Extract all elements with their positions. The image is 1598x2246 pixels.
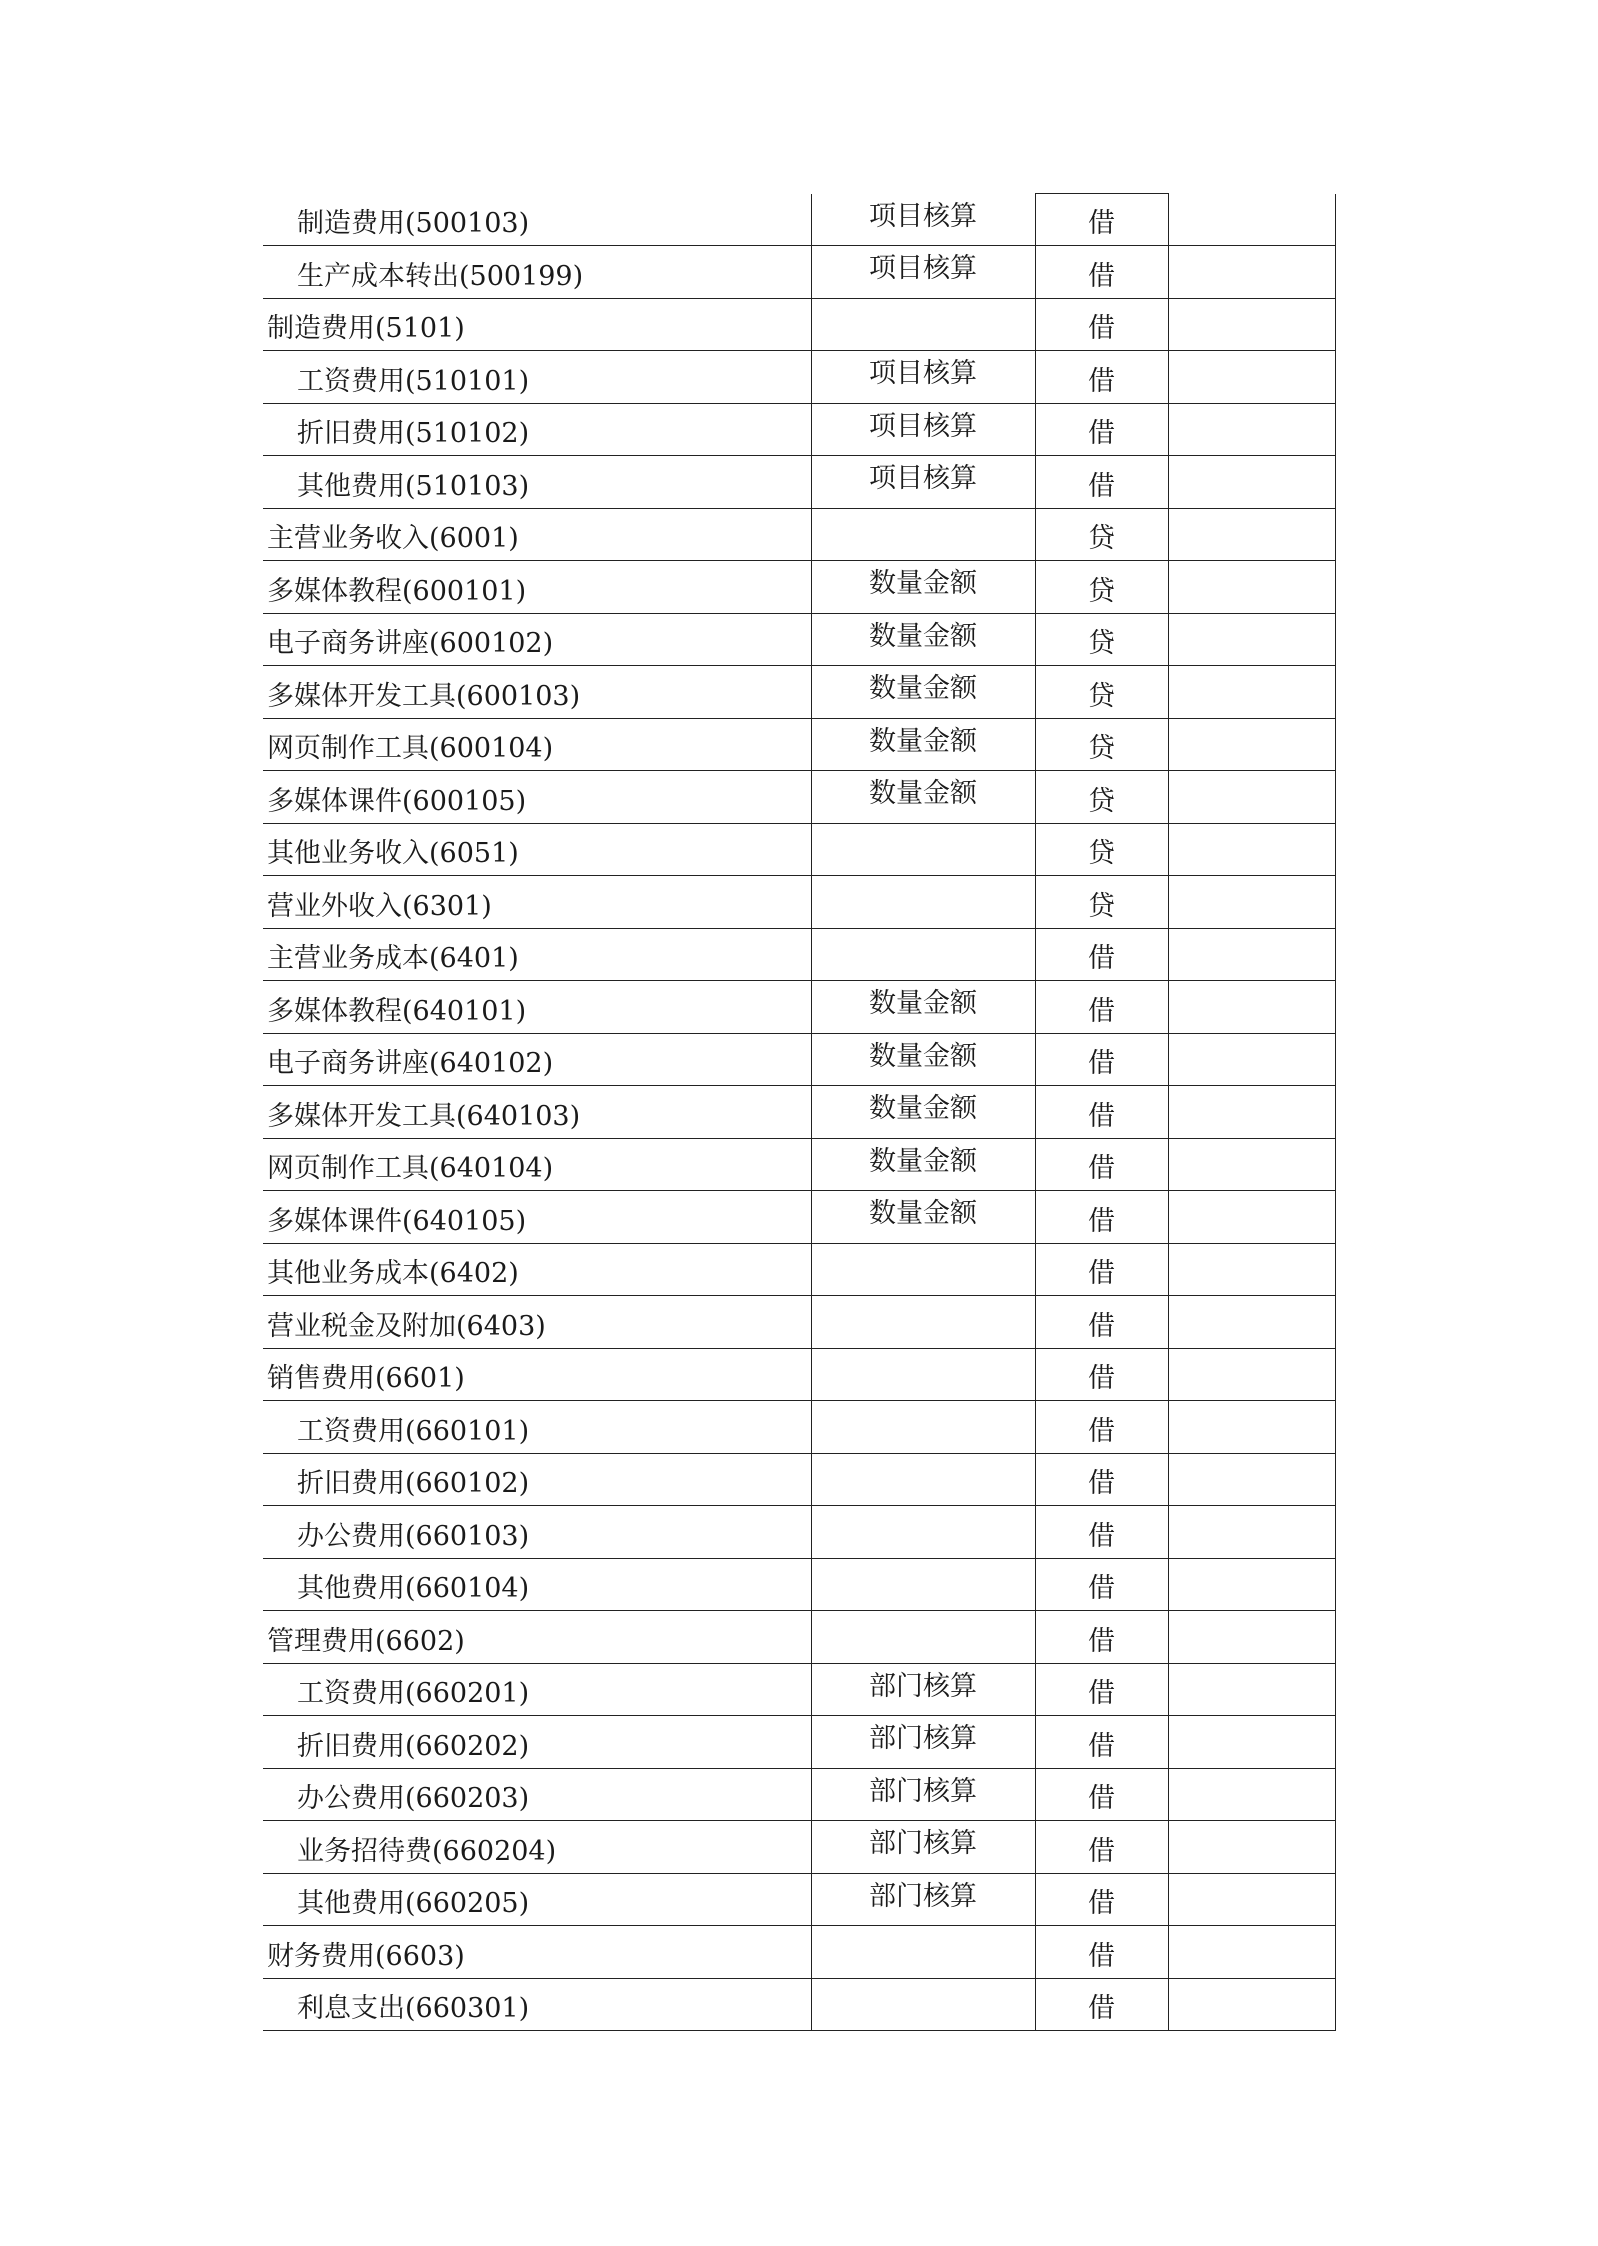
balance-direction-cell: 贷 xyxy=(1035,876,1168,929)
aux-accounting-cell: 项目核算 xyxy=(811,194,1035,246)
empty-cell xyxy=(1168,1821,1336,1874)
account-name-cell: 主营业务收入(6001) xyxy=(263,508,811,561)
table-row xyxy=(263,1558,1336,1611)
balance-direction-cell: 借 xyxy=(1035,928,1168,981)
aux-accounting-cell: 部门核算 xyxy=(811,1873,1035,1926)
account-name-cell: 多媒体课件(600105) xyxy=(263,771,811,824)
balance-direction-cell: 贷 xyxy=(1035,613,1168,666)
table-row xyxy=(263,1663,1336,1716)
account-name-cell: 其他费用(660205) xyxy=(263,1873,811,1926)
account-name-cell: 网页制作工具(600104) xyxy=(263,718,811,771)
empty-cell xyxy=(1168,1086,1336,1139)
balance-direction-cell: 借 xyxy=(1035,1401,1168,1454)
table-row xyxy=(263,1296,1336,1349)
empty-cell xyxy=(1168,928,1336,981)
table-row xyxy=(263,1611,1336,1664)
table-row xyxy=(263,1926,1336,1979)
empty-cell xyxy=(1168,1033,1336,1086)
balance-direction-cell: 借 xyxy=(1035,1453,1168,1506)
balance-direction-cell: 借 xyxy=(1035,1978,1168,2031)
balance-direction-cell: 借 xyxy=(1035,1768,1168,1821)
aux-accounting-cell: 项目核算 xyxy=(811,403,1035,456)
aux-accounting-cell xyxy=(811,1926,1035,1979)
account-table-body xyxy=(263,194,1336,2031)
table-row xyxy=(263,771,1336,824)
aux-accounting-cell xyxy=(811,298,1035,351)
balance-direction-cell: 贷 xyxy=(1035,666,1168,719)
aux-accounting-cell xyxy=(811,1243,1035,1296)
balance-direction-cell: 借 xyxy=(1035,1086,1168,1139)
account-name-cell: 利息支出(660301) xyxy=(263,1978,811,2031)
aux-accounting-cell xyxy=(811,508,1035,561)
aux-accounting-cell: 部门核算 xyxy=(811,1716,1035,1769)
empty-cell xyxy=(1168,561,1336,614)
account-name-cell: 多媒体教程(600101) xyxy=(263,561,811,614)
table-row xyxy=(263,298,1336,351)
aux-accounting-cell: 数量金额 xyxy=(811,1033,1035,1086)
table-row xyxy=(263,351,1336,404)
balance-direction-cell: 借 xyxy=(1035,1558,1168,1611)
table-row xyxy=(263,1086,1336,1139)
aux-accounting-cell: 数量金额 xyxy=(811,1086,1035,1139)
aux-accounting-cell xyxy=(811,1558,1035,1611)
account-name-cell: 营业外收入(6301) xyxy=(263,876,811,929)
balance-direction-cell: 借 xyxy=(1035,456,1168,509)
empty-cell xyxy=(1168,1348,1336,1401)
balance-direction-cell: 借 xyxy=(1035,1033,1168,1086)
empty-cell xyxy=(1168,508,1336,561)
table-row xyxy=(263,1453,1336,1506)
empty-cell xyxy=(1168,1401,1336,1454)
table-row xyxy=(263,1191,1336,1244)
aux-accounting-cell: 部门核算 xyxy=(811,1663,1035,1716)
account-table xyxy=(263,193,1336,2031)
account-name-cell: 折旧费用(510102) xyxy=(263,403,811,456)
table-row xyxy=(263,718,1336,771)
empty-cell xyxy=(1168,1873,1336,1926)
table-row xyxy=(263,1873,1336,1926)
empty-cell xyxy=(1168,456,1336,509)
account-name-cell: 其他业务成本(6402) xyxy=(263,1243,811,1296)
empty-cell xyxy=(1168,194,1336,246)
table-row xyxy=(263,823,1336,876)
balance-direction-cell: 借 xyxy=(1035,1243,1168,1296)
aux-accounting-cell: 数量金额 xyxy=(811,771,1035,824)
aux-accounting-cell: 数量金额 xyxy=(811,1138,1035,1191)
aux-accounting-cell: 部门核算 xyxy=(811,1768,1035,1821)
balance-direction-cell: 借 xyxy=(1035,1716,1168,1769)
table-row xyxy=(263,1768,1336,1821)
empty-cell xyxy=(1168,1768,1336,1821)
table-row xyxy=(263,666,1336,719)
balance-direction-cell: 借 xyxy=(1035,194,1168,246)
aux-accounting-cell xyxy=(811,876,1035,929)
account-name-cell: 其他费用(660104) xyxy=(263,1558,811,1611)
empty-cell xyxy=(1168,823,1336,876)
account-name-cell: 折旧费用(660202) xyxy=(263,1716,811,1769)
aux-accounting-cell: 项目核算 xyxy=(811,456,1035,509)
empty-cell xyxy=(1168,1611,1336,1664)
account-name-cell: 销售费用(6601) xyxy=(263,1348,811,1401)
balance-direction-cell: 贷 xyxy=(1035,718,1168,771)
empty-cell xyxy=(1168,403,1336,456)
balance-direction-cell: 借 xyxy=(1035,1138,1168,1191)
empty-cell xyxy=(1168,1453,1336,1506)
empty-cell xyxy=(1168,718,1336,771)
account-name-cell: 管理费用(6602) xyxy=(263,1611,811,1664)
account-name-cell: 多媒体开发工具(600103) xyxy=(263,666,811,719)
aux-accounting-cell: 部门核算 xyxy=(811,1821,1035,1874)
account-name-cell: 制造费用(5101) xyxy=(263,298,811,351)
account-name-cell: 办公费用(660103) xyxy=(263,1506,811,1559)
table-row xyxy=(263,1348,1336,1401)
account-name-cell: 工资费用(660101) xyxy=(263,1401,811,1454)
account-name-cell: 业务招待费(660204) xyxy=(263,1821,811,1874)
empty-cell xyxy=(1168,771,1336,824)
table-row xyxy=(263,561,1336,614)
balance-direction-cell: 贷 xyxy=(1035,508,1168,561)
aux-accounting-cell: 数量金额 xyxy=(811,666,1035,719)
balance-direction-cell: 借 xyxy=(1035,1348,1168,1401)
empty-cell xyxy=(1168,1926,1336,1979)
aux-accounting-cell xyxy=(811,1296,1035,1349)
empty-cell xyxy=(1168,1663,1336,1716)
aux-accounting-cell: 数量金额 xyxy=(811,981,1035,1034)
aux-accounting-cell xyxy=(811,1348,1035,1401)
table-row xyxy=(263,1978,1336,2031)
table-row xyxy=(263,246,1336,299)
empty-cell xyxy=(1168,1296,1336,1349)
balance-direction-cell: 借 xyxy=(1035,1191,1168,1244)
table-row xyxy=(263,981,1336,1034)
aux-accounting-cell: 数量金额 xyxy=(811,718,1035,771)
aux-accounting-cell xyxy=(811,1611,1035,1664)
balance-direction-cell: 借 xyxy=(1035,246,1168,299)
account-name-cell: 其他费用(510103) xyxy=(263,456,811,509)
table-row xyxy=(263,194,1336,246)
empty-cell xyxy=(1168,1978,1336,2031)
balance-direction-cell: 贷 xyxy=(1035,771,1168,824)
table-row xyxy=(263,1243,1336,1296)
balance-direction-cell: 借 xyxy=(1035,981,1168,1034)
table-row xyxy=(263,1506,1336,1559)
table-row xyxy=(263,508,1336,561)
balance-direction-cell: 贷 xyxy=(1035,823,1168,876)
account-name-cell: 多媒体教程(640101) xyxy=(263,981,811,1034)
account-name-cell: 网页制作工具(640104) xyxy=(263,1138,811,1191)
account-name-cell: 生产成本转出(500199) xyxy=(263,246,811,299)
table-row xyxy=(263,1401,1336,1454)
empty-cell xyxy=(1168,1243,1336,1296)
empty-cell xyxy=(1168,1191,1336,1244)
aux-accounting-cell: 项目核算 xyxy=(811,246,1035,299)
balance-direction-cell: 借 xyxy=(1035,298,1168,351)
aux-accounting-cell xyxy=(811,928,1035,981)
balance-direction-cell: 借 xyxy=(1035,1296,1168,1349)
table-row xyxy=(263,403,1336,456)
account-name-cell: 制造费用(500103) xyxy=(263,194,811,246)
table-row xyxy=(263,876,1336,929)
account-name-cell: 工资费用(510101) xyxy=(263,351,811,404)
aux-accounting-cell xyxy=(811,1401,1035,1454)
balance-direction-cell: 借 xyxy=(1035,1506,1168,1559)
empty-cell xyxy=(1168,981,1336,1034)
aux-accounting-cell: 数量金额 xyxy=(811,613,1035,666)
empty-cell xyxy=(1168,1558,1336,1611)
balance-direction-cell: 借 xyxy=(1035,1821,1168,1874)
account-name-cell: 财务费用(6603) xyxy=(263,1926,811,1979)
empty-cell xyxy=(1168,351,1336,404)
balance-direction-cell: 借 xyxy=(1035,351,1168,404)
balance-direction-cell: 借 xyxy=(1035,1926,1168,1979)
aux-accounting-cell xyxy=(811,1453,1035,1506)
account-name-cell: 工资费用(660201) xyxy=(263,1663,811,1716)
account-name-cell: 办公费用(660203) xyxy=(263,1768,811,1821)
table-row xyxy=(263,1138,1336,1191)
account-name-cell: 折旧费用(660102) xyxy=(263,1453,811,1506)
balance-direction-cell: 借 xyxy=(1035,403,1168,456)
empty-cell xyxy=(1168,298,1336,351)
table-row xyxy=(263,928,1336,981)
empty-cell xyxy=(1168,1138,1336,1191)
empty-cell xyxy=(1168,1716,1336,1769)
balance-direction-cell: 借 xyxy=(1035,1663,1168,1716)
aux-accounting-cell: 项目核算 xyxy=(811,351,1035,404)
table-row xyxy=(263,456,1336,509)
balance-direction-cell: 贷 xyxy=(1035,561,1168,614)
table-row xyxy=(263,1716,1336,1769)
aux-accounting-cell xyxy=(811,1978,1035,2031)
account-name-cell: 其他业务收入(6051) xyxy=(263,823,811,876)
account-name-cell: 主营业务成本(6401) xyxy=(263,928,811,981)
balance-direction-cell: 借 xyxy=(1035,1611,1168,1664)
empty-cell xyxy=(1168,876,1336,929)
account-name-cell: 电子商务讲座(600102) xyxy=(263,613,811,666)
empty-cell xyxy=(1168,613,1336,666)
table-row xyxy=(263,1033,1336,1086)
aux-accounting-cell xyxy=(811,1506,1035,1559)
aux-accounting-cell xyxy=(811,823,1035,876)
empty-cell xyxy=(1168,666,1336,719)
table-row xyxy=(263,613,1336,666)
account-name-cell: 电子商务讲座(640102) xyxy=(263,1033,811,1086)
empty-cell xyxy=(1168,1506,1336,1559)
empty-cell xyxy=(1168,246,1336,299)
account-name-cell: 营业税金及附加(6403) xyxy=(263,1296,811,1349)
balance-direction-cell: 借 xyxy=(1035,1873,1168,1926)
account-name-cell: 多媒体课件(640105) xyxy=(263,1191,811,1244)
account-name-cell: 多媒体开发工具(640103) xyxy=(263,1086,811,1139)
aux-accounting-cell: 数量金额 xyxy=(811,561,1035,614)
aux-accounting-cell: 数量金额 xyxy=(811,1191,1035,1244)
table-row xyxy=(263,1821,1336,1874)
